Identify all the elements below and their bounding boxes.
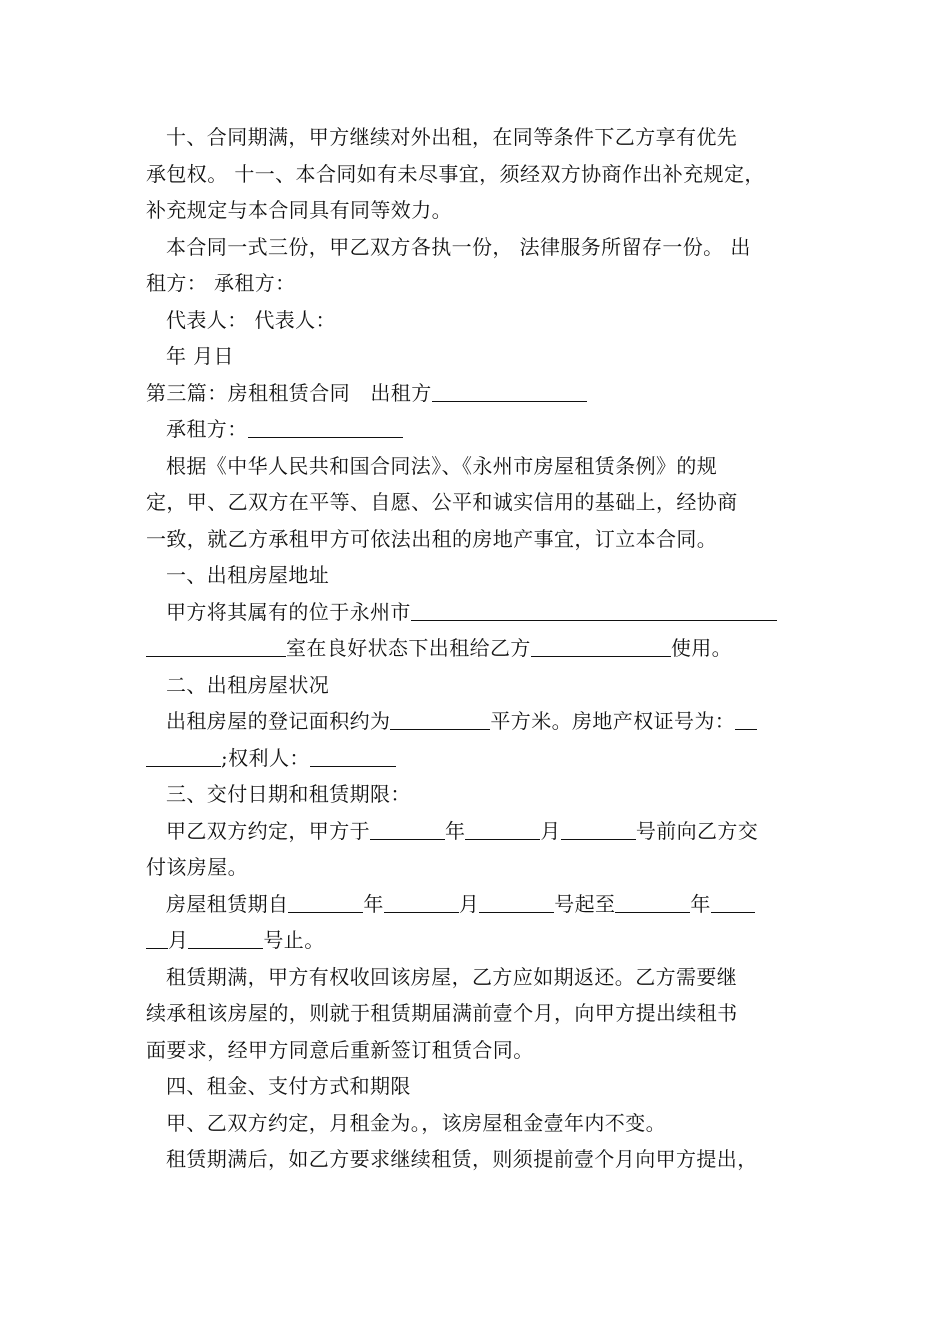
delivery-label: 甲乙双方约定，甲方于 (166, 818, 370, 843)
use-text: 使用。 (670, 636, 733, 660)
end-month-blank-start (711, 890, 755, 913)
month-label: 月 (458, 891, 480, 916)
address-continuation-line (146, 630, 826, 667)
month-label: 月 (540, 818, 561, 843)
start-day-blank (479, 890, 554, 913)
paragraph-line: 承包权。 十一、本合同如有未尽事宜，须经双方协商作出补充规定， (146, 161, 765, 186)
paragraph-line: 续承租该房屋的，则就于租赁期届满前壹个月，向甲方提出续租书 (146, 1001, 738, 1025)
section-heading: 二、出租房屋状况 (166, 672, 330, 697)
use-blank (531, 634, 671, 657)
certificate-blank-start (735, 707, 757, 730)
delivery-suffix: 号前向乙方交 (635, 818, 759, 843)
paragraph-line: 本合同一式三份，甲乙双方各执一份， 法律服务所留存一份。 出 (166, 234, 751, 259)
date-line: 年 月日 (166, 344, 234, 368)
lease-term-line (146, 886, 826, 923)
area-blank (390, 707, 490, 730)
address-blank (411, 598, 777, 621)
rights-holder-blank (310, 744, 396, 767)
area-label: 出租房屋的登记面积约为 (166, 709, 391, 733)
room-text: 室在良好状态下出租给乙方 (286, 636, 531, 660)
paragraph-line: 十、合同期满，甲方继续对外出租，在同等条件下乙方享有优先 (166, 125, 738, 149)
room-blank (146, 634, 286, 657)
lessee-blank (248, 415, 403, 438)
rights-holder-line (146, 740, 826, 777)
end-suffix: 号止。 (263, 928, 325, 952)
paragraph-line: 补充规定与本合同具有同等效力。 (146, 198, 452, 222)
end-month-blank-end (146, 926, 168, 949)
representative-line: 代表人： 代表人： (166, 307, 336, 332)
rights-holder-label: ;权利人： (221, 745, 310, 770)
section-title-text: 第三篇：房租租赁合同 出租方 (146, 380, 432, 405)
lessee-line (146, 411, 826, 448)
lease-term-continuation-line (146, 922, 826, 959)
certificate-blank-end (146, 744, 221, 767)
year-label: 年 (690, 891, 711, 916)
paragraph-line: 根据《中华人民共和国合同法》、《永州市房屋租赁条例》的规 (166, 453, 718, 478)
address-line (146, 594, 826, 631)
section-heading: 四、租金、支付方式和期限 (166, 1074, 411, 1098)
paragraph-line: 面要求，经甲方同意后重新签订租赁合同。 (146, 1037, 534, 1062)
lessee-label: 承租方： (166, 417, 248, 441)
from-to-label: 号起至 (554, 891, 616, 916)
delivery-month-blank (465, 817, 540, 840)
start-month-blank (384, 890, 459, 913)
month-label: 月 (168, 928, 189, 952)
year-label: 年 (445, 818, 466, 843)
year-label: 年 (363, 891, 384, 916)
document-body (146, 119, 826, 1178)
paragraph-line: 甲、乙双方约定，月租金为。，该房屋租金壹年内不变。 (166, 1110, 666, 1135)
address-label: 甲方将其属有的位于永州市 (166, 599, 411, 624)
lessor-blank (432, 379, 587, 402)
section-title-line (146, 375, 826, 412)
paragraph-line: 租赁期满后，如乙方要求继续租赁，则须提前壹个月向甲方提出， (166, 1147, 758, 1171)
paragraph-line: 定，甲、乙双方在平等、自愿、公平和诚实信用的基础上，经协商 (146, 490, 738, 514)
paragraph-line: 租赁期满，甲方有权收回该房屋，乙方应如期返还。乙方需要继 (166, 964, 738, 989)
paragraph-line: 租方： 承租方： (146, 271, 296, 295)
lease-term-label: 房屋租赁期自 (166, 891, 289, 916)
end-day-blank (188, 926, 263, 949)
section-heading: 一、出租房屋地址 (166, 563, 330, 587)
delivery-day-blank (561, 817, 636, 840)
area-line (146, 703, 826, 740)
end-year-blank (615, 890, 690, 913)
certificate-label: 平方米。房地产权证号为： (490, 709, 736, 733)
paragraph-line: 一致，就乙方承租甲方可依法出租的房地产事宜，订立本合同。 (146, 526, 718, 551)
delivery-date-line (146, 813, 826, 850)
delivery-year-blank (370, 817, 445, 840)
start-year-blank (288, 890, 363, 913)
paragraph-line: 付该房屋。 (146, 855, 248, 879)
section-heading: 三、交付日期和租赁期限： (166, 782, 411, 806)
